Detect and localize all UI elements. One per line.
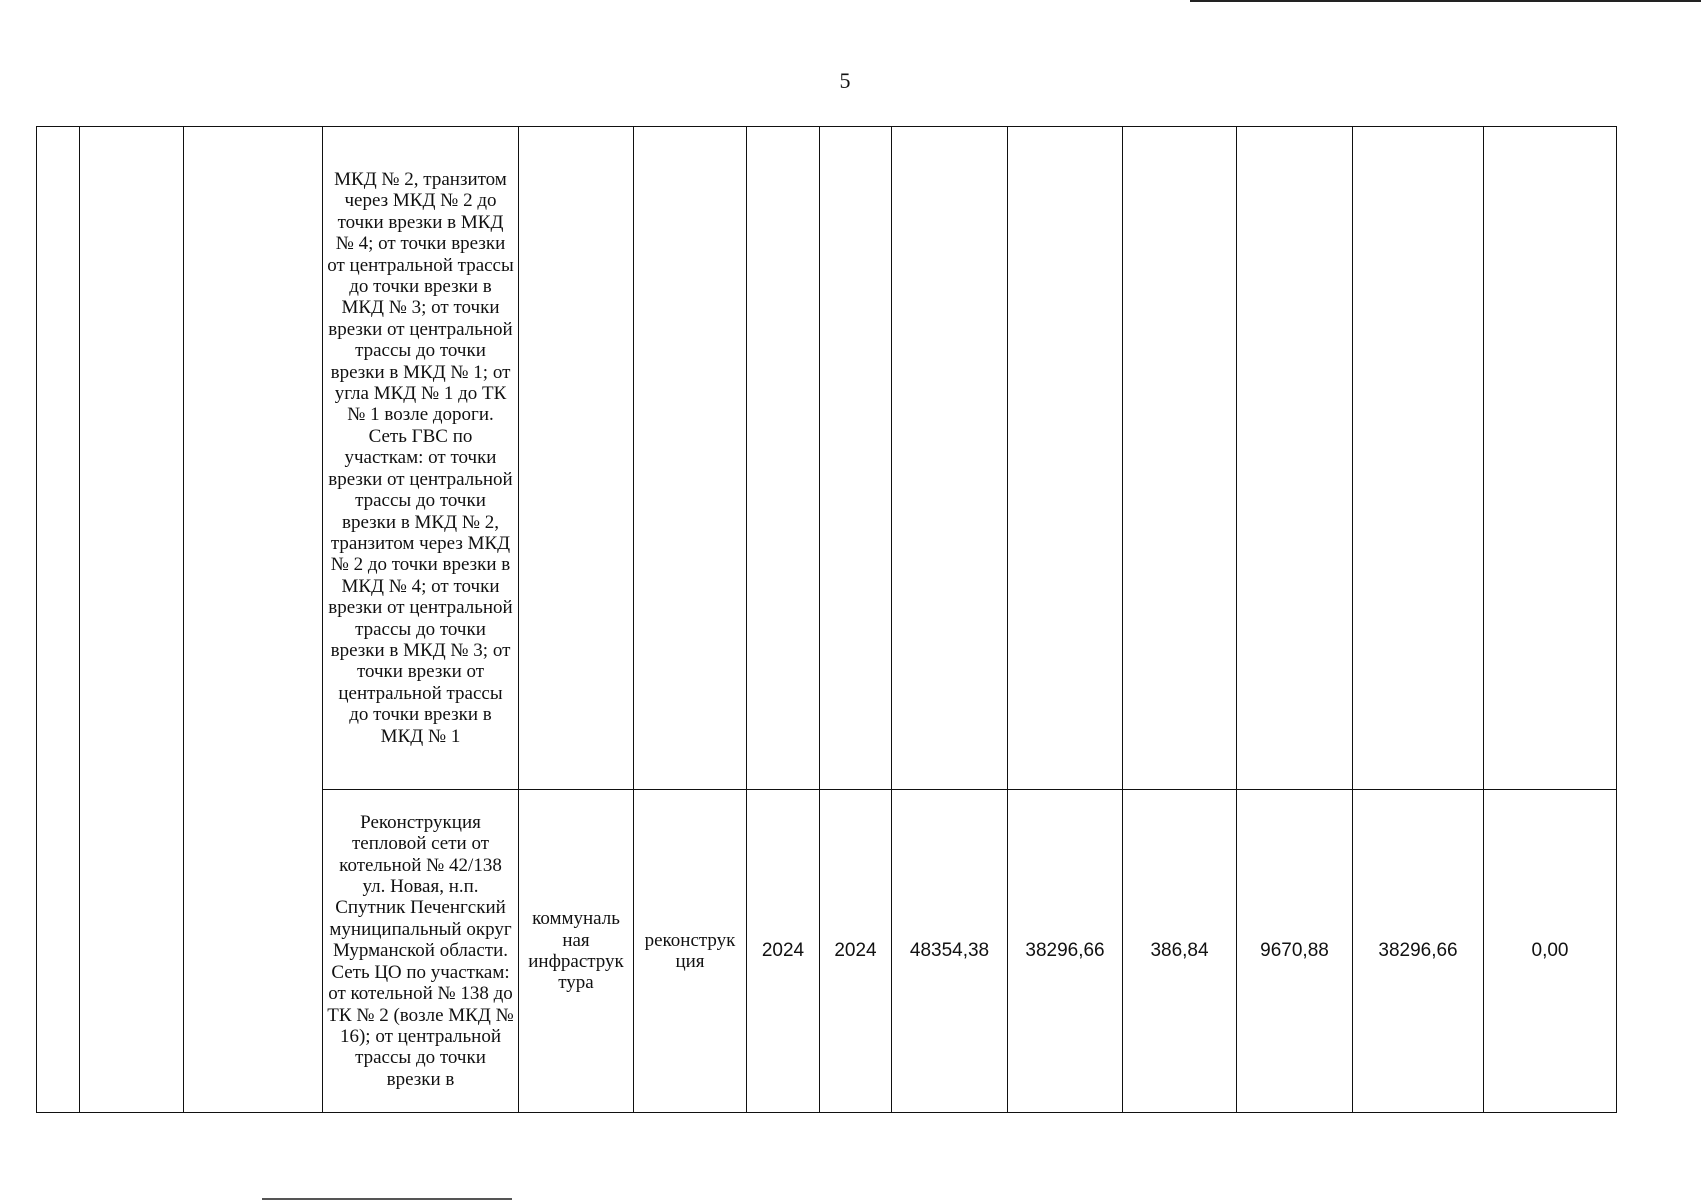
cell-blank-year-end <box>820 127 892 790</box>
cell-blank-category <box>519 127 634 790</box>
table-row-continuation <box>37 127 1617 790</box>
cell-blank-value-1 <box>1008 127 1123 790</box>
scan-edge-top <box>1190 0 1701 2</box>
cell-category: коммуналь ная инфраструк тура <box>519 790 634 1113</box>
page-number: 5 <box>839 68 851 93</box>
cell-value-4: 38296,66 <box>1353 790 1484 1113</box>
cell-value-1: 38296,66 <box>1008 790 1123 1113</box>
cell-blank-work-type <box>634 127 747 790</box>
cell-value-3: 9670,88 <box>1237 790 1353 1113</box>
data-table <box>36 126 1617 1113</box>
cell-total: 48354,38 <box>892 790 1008 1113</box>
cell-value-2: 386,84 <box>1123 790 1237 1113</box>
cell-blank-1 <box>80 127 184 1113</box>
cell-year-end: 2024 <box>820 790 892 1113</box>
cell-blank-value-3 <box>1237 127 1353 790</box>
cell-blank-value-4 <box>1353 127 1484 790</box>
cell-blank-year-start <box>747 127 820 790</box>
cell-continuation-description: МКД № 2, транзитом через МКД № 2 до точки врезки в МКД № 4; от точки врезки от центральной трассы до точки врезки в МКД № 3; от точки врезки от центральной трассы до точки врезки в МКД № 1; от угла МКД № 1 до ТК № 1 возле дороги. Сеть ГВС по участкам: от точки врезки от центральной трассы до точки врезки в МКД № 2, транзитом через МКД № 2 до точки врезки в МКД № 4; от точки врезки от центральной трассы до точки врезки в МКД № 3; от точки врезки от центральной трассы до точки врезки в МКД № 1 <box>323 127 519 790</box>
cell-year-start: 2024 <box>747 790 820 1113</box>
cell-blank-total <box>892 127 1008 790</box>
cell-description: Реконструкция тепловой сети от котельной № 42/138 ул. Новая, н.п. Спутник Печенгский муниципальный округ Мурманской области. Сеть ЦО по участкам: от котельной № 138 до ТК № 2 (возле МКД № 16); от центральной трассы до точки врезки в <box>323 790 519 1113</box>
cell-index <box>37 127 80 1113</box>
cell-blank-value-2 <box>1123 127 1237 790</box>
cell-work-type: реконструк ция <box>634 790 747 1113</box>
cell-value-5: 0,00 <box>1484 790 1617 1113</box>
cell-blank-2 <box>184 127 323 1113</box>
cell-blank-value-5 <box>1484 127 1617 790</box>
